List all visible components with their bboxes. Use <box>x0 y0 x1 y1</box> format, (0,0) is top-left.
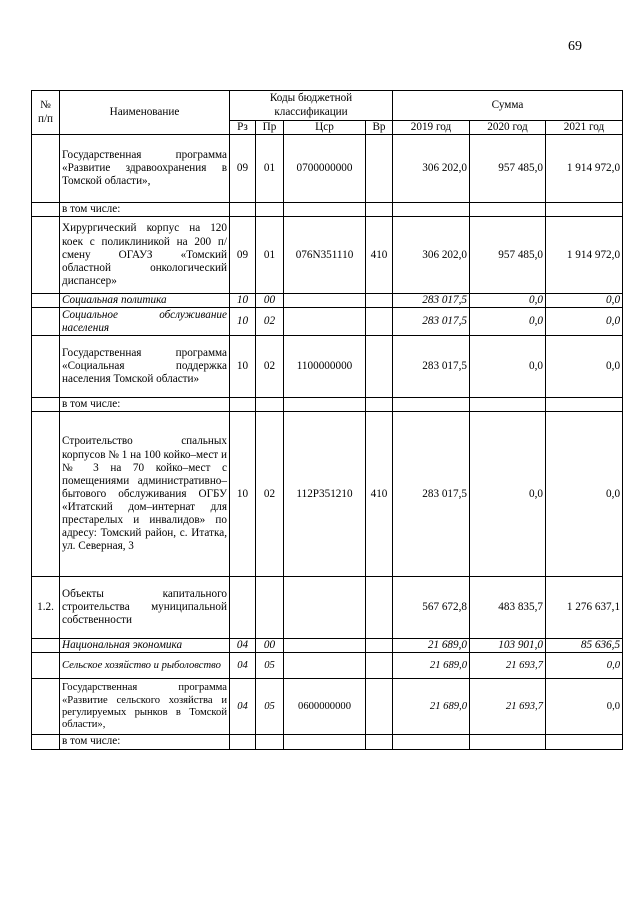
header-2020: 2020 год <box>470 121 546 135</box>
cell-vr <box>366 135 393 203</box>
cell-2020: 103 901,0 <box>470 639 546 653</box>
cell-csr <box>284 653 366 679</box>
cell-pr: 02 <box>256 308 284 336</box>
cell-2020: 483 835,7 <box>470 577 546 639</box>
cell-2021: 0,0 <box>546 679 623 735</box>
cell-2021: 0,0 <box>546 412 623 577</box>
table-row <box>32 679 623 735</box>
cell-name: Строительство спальных корпусов № 1 на 100 койко–мест и № 3 на 70 койко–мест с помещениями административно–бытового обслуживания ОГБУ «Итатский дом–интернат для престарелых и инвалидов» по адресу: Томский район, с. Итатка, ул. Северная, 3 <box>60 412 230 577</box>
budget-table <box>31 90 623 750</box>
cell-2019: 283 017,5 <box>393 294 470 308</box>
cell-csr: 112P351210 <box>284 412 366 577</box>
cell-2020: 0,0 <box>470 308 546 336</box>
cell-2020: 0,0 <box>470 294 546 308</box>
table-row <box>32 308 623 336</box>
cell-name: Государственная программа «Развитие здравоохранения в Томской области», <box>60 135 230 203</box>
cell-rz: 10 <box>230 412 256 577</box>
cell-2019 <box>393 735 470 749</box>
cell-pr: 01 <box>256 135 284 203</box>
cell-csr: 076N351110 <box>284 217 366 294</box>
header-sum: Сумма <box>393 91 623 121</box>
cell-csr <box>284 735 366 749</box>
cell-vr <box>366 653 393 679</box>
cell-2019: 283 017,5 <box>393 412 470 577</box>
cell-2019: 21 689,0 <box>393 679 470 735</box>
cell-rz: 09 <box>230 217 256 294</box>
cell-rz: 10 <box>230 308 256 336</box>
cell-2020: 957 485,0 <box>470 135 546 203</box>
cell-2021: 0,0 <box>546 653 623 679</box>
cell-name: Национальная экономика <box>60 639 230 653</box>
cell-name: Сельское хозяйство и рыболовство <box>60 653 230 679</box>
header-name: Наименование <box>60 91 230 135</box>
cell-2020: 957 485,0 <box>470 217 546 294</box>
cell-2021: 0,0 <box>546 308 623 336</box>
cell-csr <box>284 203 366 217</box>
cell-rz: 10 <box>230 336 256 398</box>
header-2021: 2021 год <box>546 121 623 135</box>
cell-vr <box>366 398 393 412</box>
cell-name: Социальная политика <box>60 294 230 308</box>
cell-pr <box>256 577 284 639</box>
cell-rz: 04 <box>230 653 256 679</box>
cell-num: 1.2. <box>32 577 60 639</box>
cell-csr <box>284 398 366 412</box>
table-row <box>32 336 623 398</box>
cell-rz: 04 <box>230 639 256 653</box>
cell-pr <box>256 203 284 217</box>
table-row <box>32 639 623 653</box>
cell-vr <box>366 203 393 217</box>
cell-2020 <box>470 398 546 412</box>
cell-csr: 1100000000 <box>284 336 366 398</box>
cell-2020 <box>470 203 546 217</box>
cell-pr: 01 <box>256 217 284 294</box>
table-row <box>32 412 623 577</box>
header-2019: 2019 год <box>393 121 470 135</box>
cell-num <box>32 398 60 412</box>
cell-vr: 410 <box>366 412 393 577</box>
cell-2021 <box>546 398 623 412</box>
cell-2019: 21 689,0 <box>393 653 470 679</box>
cell-2021: 1 914 972,0 <box>546 135 623 203</box>
cell-num <box>32 217 60 294</box>
cell-vr <box>366 735 393 749</box>
cell-rz <box>230 203 256 217</box>
cell-pr: 05 <box>256 679 284 735</box>
header-rz: Рз <box>230 121 256 135</box>
table-row <box>32 217 623 294</box>
cell-num <box>32 735 60 749</box>
cell-num <box>32 336 60 398</box>
cell-num <box>32 308 60 336</box>
cell-2019: 283 017,5 <box>393 308 470 336</box>
cell-name: Объекты капитального строительства муниципальной собственности <box>60 577 230 639</box>
cell-rz <box>230 577 256 639</box>
cell-2020 <box>470 735 546 749</box>
cell-pr: 02 <box>256 412 284 577</box>
table-row <box>32 203 623 217</box>
cell-2021 <box>546 203 623 217</box>
cell-csr <box>284 639 366 653</box>
cell-2019 <box>393 203 470 217</box>
cell-num <box>32 294 60 308</box>
cell-pr <box>256 735 284 749</box>
table-row <box>32 577 623 639</box>
table-row <box>32 653 623 679</box>
cell-2019: 567 672,8 <box>393 577 470 639</box>
cell-vr <box>366 336 393 398</box>
cell-rz <box>230 398 256 412</box>
cell-csr: 0600000000 <box>284 679 366 735</box>
cell-rz: 10 <box>230 294 256 308</box>
cell-name: Социальное обслуживание населения <box>60 308 230 336</box>
cell-name: в том числе: <box>60 398 230 412</box>
cell-vr <box>366 294 393 308</box>
cell-name: Государственная программа «Социальная поддержка населения Томской области» <box>60 336 230 398</box>
cell-2019: 21 689,0 <box>393 639 470 653</box>
cell-pr <box>256 398 284 412</box>
cell-pr: 00 <box>256 294 284 308</box>
cell-rz: 04 <box>230 679 256 735</box>
cell-2021: 0,0 <box>546 294 623 308</box>
header-pr: Пр <box>256 121 284 135</box>
cell-name: в том числе: <box>60 203 230 217</box>
cell-num <box>32 653 60 679</box>
cell-csr <box>284 308 366 336</box>
cell-num <box>32 412 60 577</box>
cell-name: в том числе: <box>60 735 230 749</box>
table-row <box>32 294 623 308</box>
header-codes: Коды бюджетной классификации <box>230 91 393 121</box>
cell-vr: 410 <box>366 217 393 294</box>
cell-pr: 05 <box>256 653 284 679</box>
header-csr: Цср <box>284 121 366 135</box>
cell-vr <box>366 577 393 639</box>
page-number: 69 <box>568 39 582 54</box>
cell-2021: 0,0 <box>546 336 623 398</box>
cell-vr <box>366 639 393 653</box>
cell-csr: 0700000000 <box>284 135 366 203</box>
cell-2020: 21 693,7 <box>470 679 546 735</box>
cell-num <box>32 679 60 735</box>
cell-pr: 02 <box>256 336 284 398</box>
table-row <box>32 398 623 412</box>
cell-num <box>32 135 60 203</box>
cell-rz <box>230 735 256 749</box>
header-vr: Вр <box>366 121 393 135</box>
cell-num <box>32 639 60 653</box>
cell-pr: 00 <box>256 639 284 653</box>
cell-num <box>32 203 60 217</box>
table-row <box>32 135 623 203</box>
cell-vr <box>366 308 393 336</box>
cell-2019 <box>393 398 470 412</box>
cell-2019: 306 202,0 <box>393 217 470 294</box>
cell-2019: 306 202,0 <box>393 135 470 203</box>
cell-2021 <box>546 735 623 749</box>
cell-name: Государственная программа «Развитие сельского хозяйства и регулируемых рынков в Томской области», <box>60 679 230 735</box>
header-num: № п/п <box>32 91 60 135</box>
table-row <box>32 735 623 749</box>
cell-vr <box>366 679 393 735</box>
cell-name: Хирургический корпус на 120 коек с поликлиникой на 200 п/смену ОГАУЗ «Томский областной онкологический диспансер» <box>60 217 230 294</box>
cell-2019: 283 017,5 <box>393 336 470 398</box>
cell-rz: 09 <box>230 135 256 203</box>
cell-2021: 1 914 972,0 <box>546 217 623 294</box>
cell-2021: 1 276 637,1 <box>546 577 623 639</box>
cell-2020: 21 693,7 <box>470 653 546 679</box>
cell-2020: 0,0 <box>470 336 546 398</box>
cell-csr <box>284 577 366 639</box>
cell-2021: 85 636,5 <box>546 639 623 653</box>
cell-2020: 0,0 <box>470 412 546 577</box>
cell-csr <box>284 294 366 308</box>
